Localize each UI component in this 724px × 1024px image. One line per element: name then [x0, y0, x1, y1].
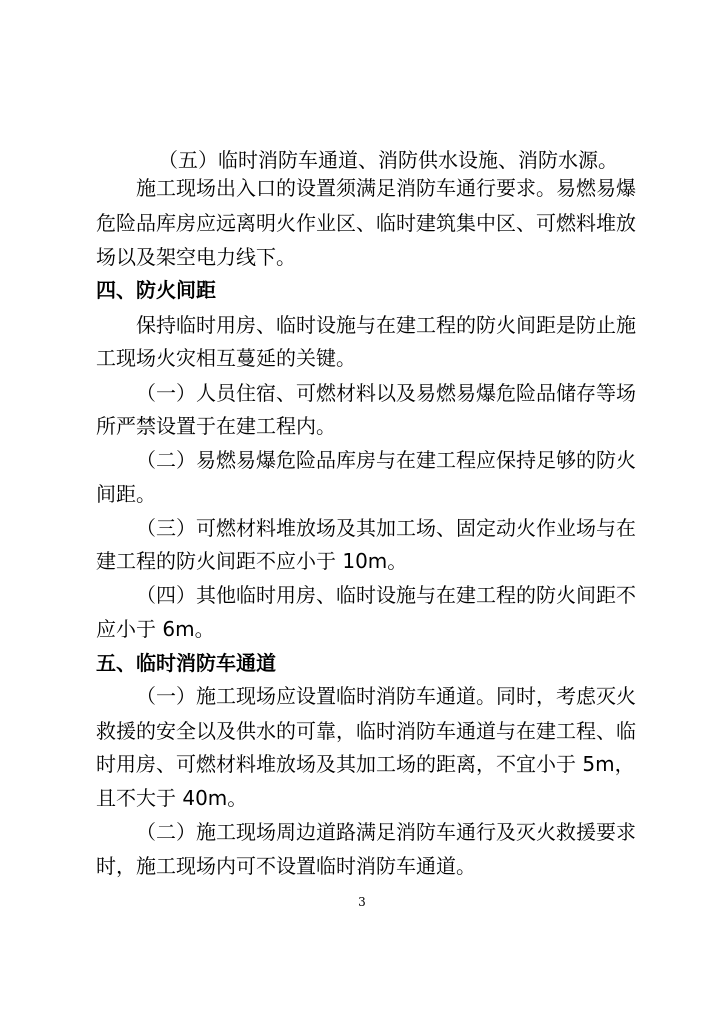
- paragraph-site-entrance-line-2: 危险品库房应远离明火作业区、临时建筑集中区、可燃料堆放: [96, 211, 636, 235]
- paragraph-item-4-line-1: （四）其他临时用房、临时设施与在建工程的防火间距不: [136, 583, 636, 607]
- paragraph-fire-lane-water-source-title: （五）临时消防车通道、消防供水设施、消防水源。: [158, 148, 618, 172]
- paragraph-fire-lane-item-2-line-1: （二）施工现场周边道路满足消防车通行及灭火救援要求: [136, 820, 636, 844]
- paragraph-item-2-line-2: 间距。: [96, 482, 156, 506]
- paragraph-item-3-line-1: （三）可燃材料堆放场及其加工场、固定动火作业场与在: [136, 516, 636, 540]
- paragraph-item-3-line-2: 建工程的防火间距不应小于 10m。: [96, 549, 408, 573]
- paragraph-site-entrance-line-3: 场以及架空电力线下。: [96, 245, 296, 269]
- section-heading-temporary-fire-lane: 五、临时消防车通道: [96, 651, 276, 675]
- section-heading-fire-separation: 四、防火间距: [96, 278, 216, 302]
- paragraph-item-1-line-1: （一）人员住宿、可燃材料以及易燃易爆危险品储存等场: [136, 381, 636, 405]
- paragraph-fire-lane-item-1-line-3: 时用房、可燃材料堆放场及其加工场的距离，不宜小于 5m，: [96, 752, 635, 776]
- paragraph-site-entrance-line-1: 施工现场出入口的设置须满足消防车通行要求。易燃易爆: [136, 176, 636, 200]
- paragraph-fire-lane-item-2-line-2: 时，施工现场内可不设置临时消防车通道。: [96, 854, 476, 878]
- paragraph-item-4-line-2: 应小于 6m。: [96, 617, 215, 641]
- paragraph-fire-lane-item-1-line-2: 救援的安全以及供水的可靠，临时消防车通道与在建工程、临: [96, 719, 636, 743]
- paragraph-fire-lane-item-1-line-4: 且不大于 40m。: [96, 786, 248, 810]
- paragraph-fire-lane-item-1-line-1: （一）施工现场应设置临时消防车通道。同时，考虑灭火: [136, 684, 636, 708]
- paragraph-item-1-line-2: 所严禁设置于在建工程内。: [96, 414, 336, 438]
- page-number: 3: [358, 895, 366, 909]
- paragraph-item-2-line-1: （二）易燃易爆危险品库房与在建工程应保持足够的防火: [136, 448, 636, 472]
- paragraph-fire-separation-intro-line-1: 保持临时用房、临时设施与在建工程的防火间距是防止施: [136, 313, 636, 337]
- paragraph-fire-separation-intro-line-2: 工现场火灾相互蔓延的关键。: [96, 346, 356, 370]
